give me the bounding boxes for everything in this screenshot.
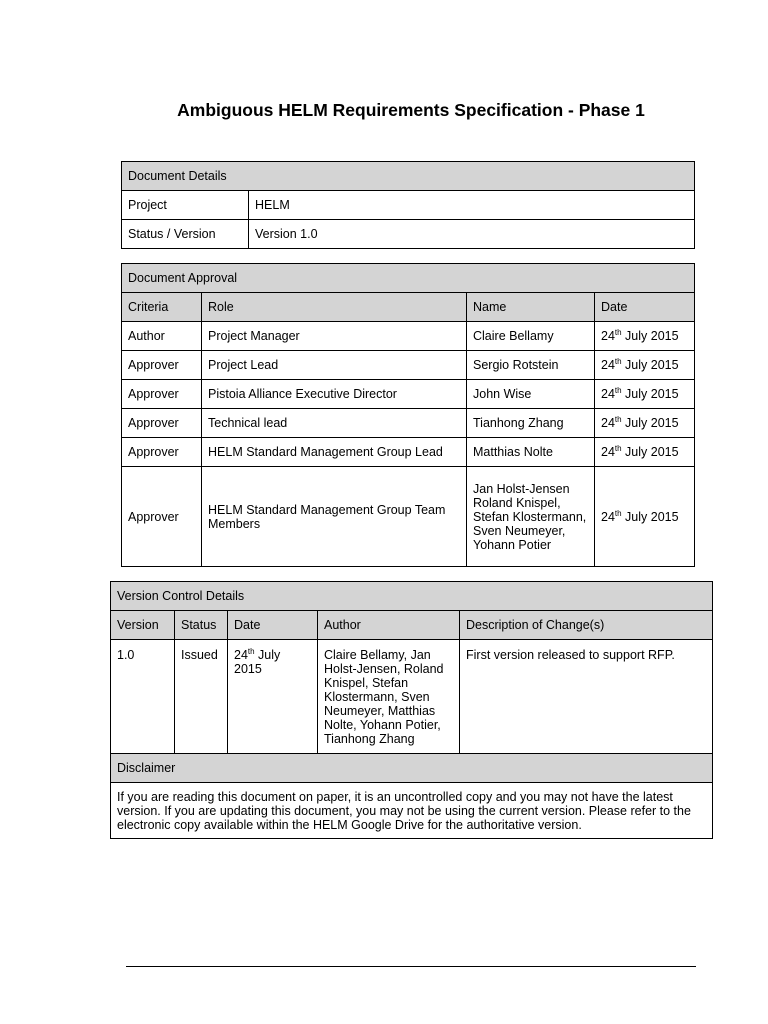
date-day: 24	[234, 648, 248, 662]
document-details-table	[121, 161, 695, 249]
name-cell: Sergio Rotstein	[467, 351, 595, 380]
name-cell: John Wise	[467, 380, 595, 409]
table-row	[122, 467, 695, 567]
column-header: Version	[111, 611, 175, 640]
criteria-cell: Approver	[122, 351, 202, 380]
date-cell	[595, 322, 695, 351]
date-cell	[595, 409, 695, 438]
name-cell: Jan Holst-Jensen Roland Knispel, Stefan Klostermann, Sven Neumeyer, Yohann Potier	[467, 467, 595, 567]
date-rest: July 2015	[621, 329, 679, 343]
column-header: Role	[202, 293, 467, 322]
table-row	[122, 322, 695, 351]
date-cell	[595, 467, 695, 567]
criteria-cell: Approver	[122, 467, 202, 567]
footer-divider	[126, 966, 696, 967]
date-cell	[228, 640, 318, 754]
document-title: Ambiguous HELM Requirements Specification - Phase 1	[177, 100, 645, 120]
column-header: Author	[318, 611, 460, 640]
table-row	[111, 640, 713, 754]
status-version-value: Version 1.0	[249, 220, 695, 249]
date-ordinal: th	[614, 443, 622, 453]
name-cell: Matthias Nolte	[467, 438, 595, 467]
date-rest: July 2015	[621, 509, 679, 524]
table-row	[122, 438, 695, 467]
column-header: Date	[595, 293, 695, 322]
column-header: Description of Change(s)	[460, 611, 713, 640]
name-cell: Claire Bellamy	[467, 322, 595, 351]
criteria-cell: Author	[122, 322, 202, 351]
table-row	[122, 380, 695, 409]
date-cell	[595, 438, 695, 467]
column-header: Status	[175, 611, 228, 640]
date-rest: July 2015	[621, 416, 679, 430]
table-header-row	[111, 582, 713, 611]
date-rest: July 2015	[621, 358, 679, 372]
status-version-label: Status / Version	[122, 220, 249, 249]
criteria-cell: Approver	[122, 409, 202, 438]
date-day: 24	[601, 329, 615, 343]
date-ordinal: th	[614, 508, 622, 518]
role-cell: HELM Standard Management Group Team Members	[202, 467, 467, 567]
date-day: 24	[601, 358, 615, 372]
date-day: 24	[601, 445, 615, 459]
project-label: Project	[122, 191, 249, 220]
table-row	[122, 351, 695, 380]
document-details-header: Document Details	[122, 162, 695, 191]
column-header-row	[111, 611, 713, 640]
disclaimer-header: Disclaimer	[111, 754, 713, 783]
date-ordinal: th	[614, 356, 622, 366]
role-cell: Technical lead	[202, 409, 467, 438]
date-cell	[595, 380, 695, 409]
date-ordinal: th	[614, 385, 622, 395]
column-header: Criteria	[122, 293, 202, 322]
date-ordinal: th	[247, 646, 255, 656]
column-header: Date	[228, 611, 318, 640]
date-day: 24	[601, 416, 615, 430]
disclaimer-text: If you are reading this document on paper, it is an uncontrolled copy and you may not have the latest version. If you are updating this document, you may not be using the current version. Please refer to the electronic copy available within the HELM Google Drive for the authoritative version.	[111, 783, 713, 839]
version-control-header: Version Control Details	[111, 582, 713, 611]
table-header-row	[122, 162, 695, 191]
document-approval-header: Document Approval	[122, 264, 695, 293]
status-cell: Issued	[175, 640, 228, 754]
table-row	[122, 220, 695, 249]
column-header-row	[122, 293, 695, 322]
table-row	[122, 191, 695, 220]
version-cell: 1.0	[111, 640, 175, 754]
date-ordinal: th	[614, 414, 622, 424]
criteria-cell: Approver	[122, 438, 202, 467]
date-cell	[595, 351, 695, 380]
date-day: 24	[601, 387, 615, 401]
role-cell: Project Lead	[202, 351, 467, 380]
document-approval-table	[121, 263, 695, 567]
date-rest: July 2015	[621, 445, 679, 459]
date-day: 24	[601, 509, 615, 524]
date-rest: July 2015	[234, 648, 281, 676]
author-cell: Claire Bellamy, Jan Holst-Jensen, Roland Knispel, Stefan Klostermann, Sven Neumeyer, Matthias Nolte, Yohann Potier, Tianhong Zhang	[318, 640, 460, 754]
role-cell: Pistoia Alliance Executive Director	[202, 380, 467, 409]
date-ordinal: th	[614, 327, 622, 337]
column-header: Name	[467, 293, 595, 322]
name-cell: Tianhong Zhang	[467, 409, 595, 438]
role-cell: Project Manager	[202, 322, 467, 351]
table-row	[111, 783, 713, 839]
project-value: HELM	[249, 191, 695, 220]
table-header-row	[122, 264, 695, 293]
table-row	[122, 409, 695, 438]
criteria-cell: Approver	[122, 380, 202, 409]
version-control-table	[110, 581, 713, 839]
table-header-row	[111, 754, 713, 783]
role-cell: HELM Standard Management Group Lead	[202, 438, 467, 467]
date-rest: July 2015	[621, 387, 679, 401]
description-cell: First version released to support RFP.	[460, 640, 713, 754]
